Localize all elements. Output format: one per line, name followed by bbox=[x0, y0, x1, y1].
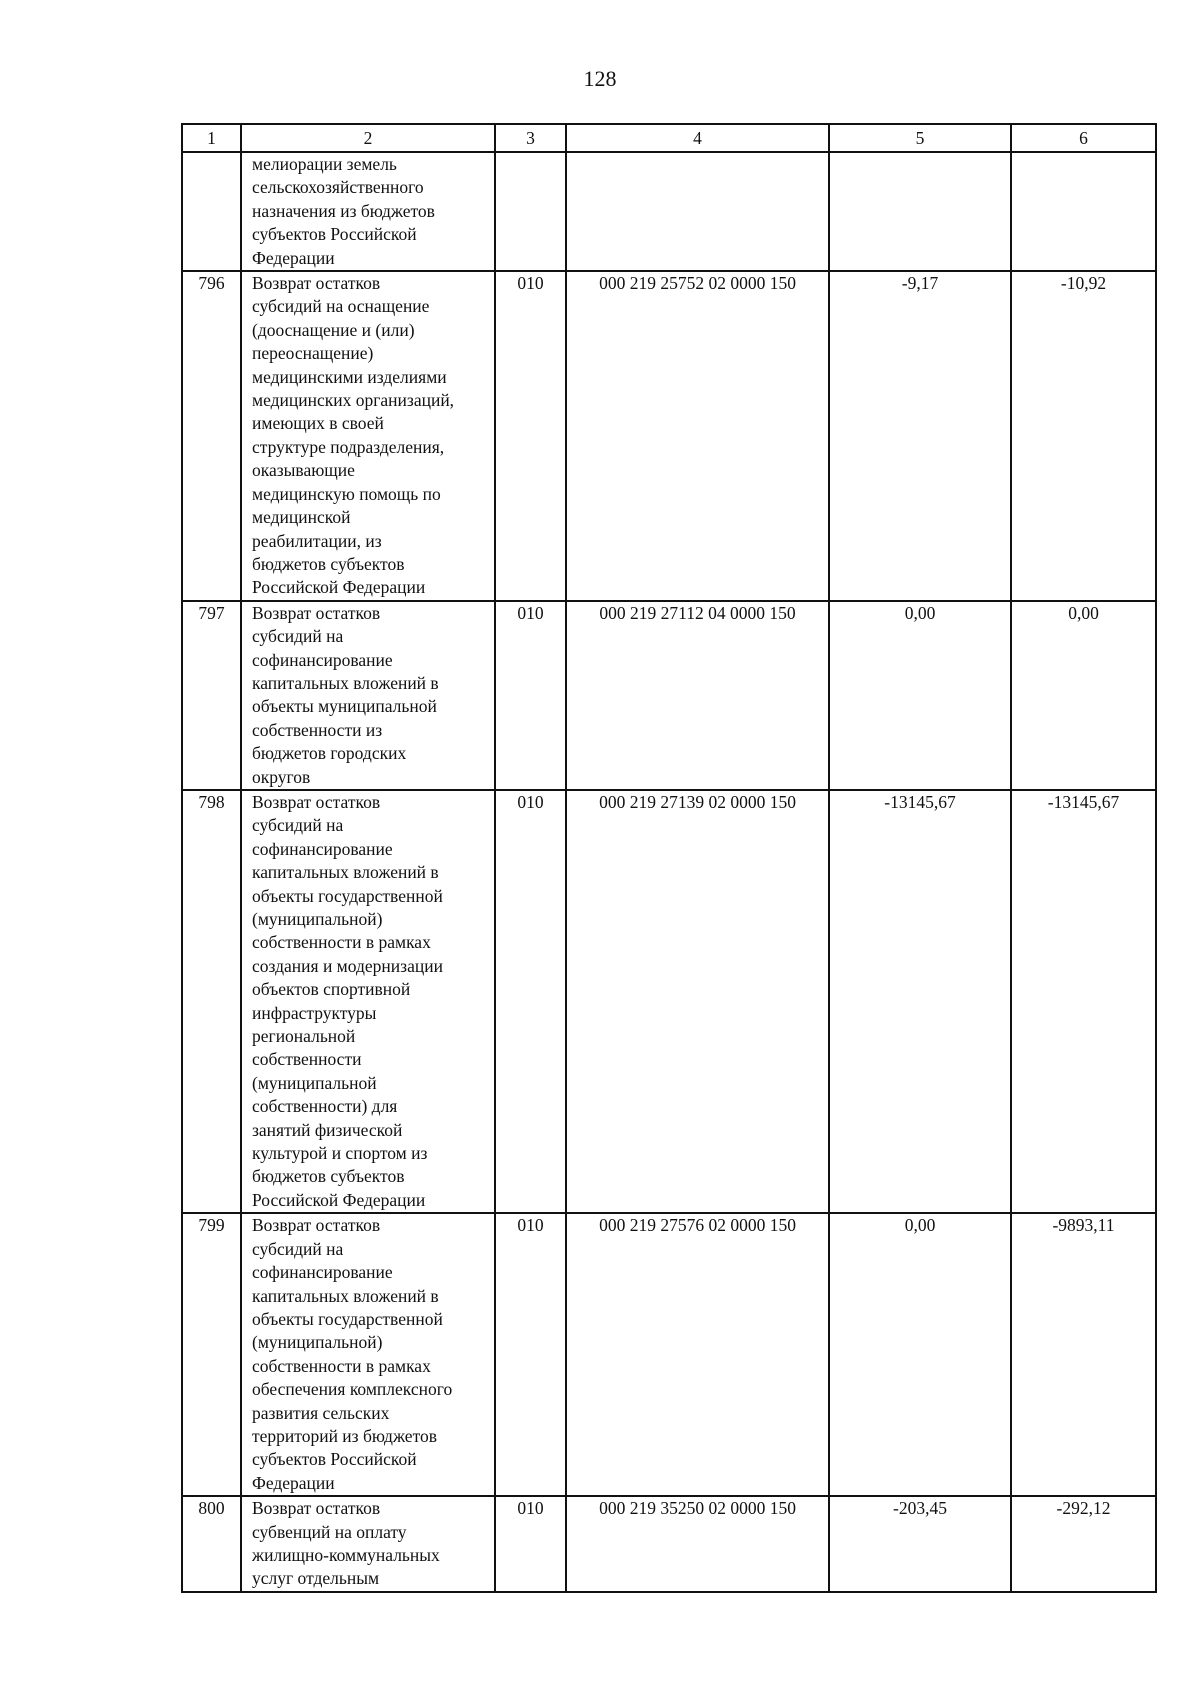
row-number: 799 bbox=[182, 1213, 241, 1496]
row-name-line: субсидий на bbox=[252, 626, 344, 647]
table-header bbox=[182, 124, 1156, 152]
row-value-col-5 bbox=[829, 152, 1011, 271]
row-name-line: Федерации bbox=[252, 1472, 335, 1493]
row-value-col-5: -9,17 bbox=[829, 271, 1011, 601]
row-number: 797 bbox=[182, 601, 241, 790]
row-name-line: субсидий на bbox=[252, 815, 344, 836]
row-name-line: региональной bbox=[252, 1026, 356, 1047]
row-name-line: объекты государственной bbox=[252, 1308, 443, 1329]
row-name-line: назначения из бюджетов bbox=[252, 200, 435, 221]
row-name-line: создания и модернизации bbox=[252, 955, 443, 976]
row-name-line: Возврат остатков bbox=[252, 791, 381, 812]
row-name-line: софинансирование bbox=[252, 649, 393, 670]
row-admin-code: 010 bbox=[495, 601, 566, 790]
row-name-line: Федерации bbox=[252, 247, 335, 268]
row-name-line: капитальных вложений в bbox=[252, 862, 439, 883]
row-name-line: объектов спортивной bbox=[252, 979, 411, 1000]
row-number bbox=[182, 152, 241, 271]
row-name bbox=[241, 1213, 495, 1496]
row-value-col-6: 0,00 bbox=[1011, 601, 1156, 790]
row-name-line: инфраструктуры bbox=[252, 1002, 377, 1023]
row-value-col-6: -9893,11 bbox=[1011, 1213, 1156, 1496]
row-name-line: жилищно-коммунальных bbox=[252, 1544, 440, 1565]
row-name-line: субвенций на оплату bbox=[252, 1521, 407, 1542]
table-row bbox=[182, 1213, 1156, 1496]
row-name-line: собственности) для bbox=[252, 1096, 398, 1117]
row-name-line: (муниципальной bbox=[252, 1072, 377, 1093]
row-name bbox=[241, 152, 495, 271]
row-name-line: бюджетов субъектов bbox=[252, 553, 405, 574]
row-name-line: собственности в рамках bbox=[252, 1355, 431, 1376]
table-row bbox=[182, 790, 1156, 1213]
header-col-2: 2 bbox=[241, 124, 495, 152]
row-name-line: софинансирование bbox=[252, 838, 393, 859]
row-name bbox=[241, 790, 495, 1213]
row-value-col-5: -203,45 bbox=[829, 1496, 1011, 1592]
row-name-line: медицинской bbox=[252, 507, 351, 528]
page-number: 128 bbox=[583, 66, 617, 91]
header-col-3: 3 bbox=[495, 124, 566, 152]
row-name-line: Российской Федерации bbox=[252, 577, 426, 598]
row-name-line: развития сельских bbox=[252, 1402, 390, 1423]
row-name-line: культурой и спортом из bbox=[252, 1143, 428, 1164]
row-name-line: реабилитации, из bbox=[252, 530, 382, 551]
row-name bbox=[241, 601, 495, 790]
row-number: 800 bbox=[182, 1496, 241, 1592]
row-value-col-6: -10,92 bbox=[1011, 271, 1156, 601]
header-row bbox=[182, 124, 1156, 152]
row-name-line: мелиорации земель bbox=[252, 154, 397, 174]
row-admin-code: 010 bbox=[495, 790, 566, 1213]
row-name-line: обеспечения комплексного bbox=[252, 1379, 453, 1400]
row-name-line: медицинскую помощь по bbox=[252, 483, 441, 504]
row-budget-classification-code: 000 219 35250 02 0000 150 bbox=[566, 1496, 829, 1592]
row-name-line: (муниципальной) bbox=[252, 1332, 383, 1353]
row-name-line: Возврат остатков bbox=[252, 602, 381, 623]
row-name-line: собственности в рамках bbox=[252, 932, 431, 953]
row-name-line: Возврат остатков bbox=[252, 273, 381, 294]
row-name-line: (муниципальной) bbox=[252, 909, 383, 929]
row-value-col-5: 0,00 bbox=[829, 601, 1011, 790]
row-admin-code bbox=[495, 152, 566, 271]
row-name-line: оказывающие bbox=[252, 460, 355, 481]
table-body bbox=[182, 152, 1156, 1592]
row-budget-classification-code bbox=[566, 152, 829, 271]
row-admin-code: 010 bbox=[495, 1496, 566, 1592]
row-name-line: субъектов Российской bbox=[252, 1449, 417, 1470]
row-value-col-6: -292,12 bbox=[1011, 1496, 1156, 1592]
row-value-col-6: -13145,67 bbox=[1011, 790, 1156, 1213]
row-name-line: бюджетов городских bbox=[252, 743, 407, 764]
row-name-line: бюджетов субъектов bbox=[252, 1166, 405, 1187]
row-budget-classification-code: 000 219 27576 02 0000 150 bbox=[566, 1213, 829, 1496]
row-name bbox=[241, 271, 495, 601]
row-name-line: собственности из bbox=[252, 719, 383, 740]
row-name-line: медицинскими изделиями bbox=[252, 366, 447, 387]
row-name-line: имеющих в своей bbox=[252, 413, 384, 434]
row-name-line: субъектов Российской bbox=[252, 224, 417, 245]
row-name-line: субсидий на оснащение bbox=[252, 296, 430, 317]
row-name-line: собственности bbox=[252, 1049, 362, 1070]
header-col-1: 1 bbox=[182, 124, 241, 152]
header-col-4: 4 bbox=[566, 124, 829, 152]
row-name-line: Российской Федерации bbox=[252, 1189, 426, 1210]
row-name-line: объекты муниципальной bbox=[252, 696, 437, 717]
row-budget-classification-code: 000 219 27112 04 0000 150 bbox=[566, 601, 829, 790]
row-name-line: территорий из бюджетов bbox=[252, 1425, 438, 1446]
row-number: 798 bbox=[182, 790, 241, 1213]
row-value-col-6 bbox=[1011, 152, 1156, 271]
row-name-line: Возврат остатков bbox=[252, 1498, 381, 1519]
row-admin-code: 010 bbox=[495, 1213, 566, 1496]
table-row bbox=[182, 152, 1156, 271]
row-name-line: капитальных вложений в bbox=[252, 672, 439, 693]
row-admin-code: 010 bbox=[495, 271, 566, 601]
table-row bbox=[182, 601, 1156, 790]
header-col-5: 5 bbox=[829, 124, 1011, 152]
row-name-line: Возврат остатков bbox=[252, 1215, 381, 1236]
row-name-line: переоснащение) bbox=[252, 343, 374, 364]
row-value-col-5: 0,00 bbox=[829, 1213, 1011, 1496]
row-name-line: занятий физической bbox=[252, 1119, 403, 1140]
table-row bbox=[182, 271, 1156, 601]
row-name-line: медицинских организаций, bbox=[252, 390, 455, 411]
row-name-line: объекты государственной bbox=[252, 885, 443, 906]
row-name-line: капитальных вложений в bbox=[252, 1285, 439, 1306]
row-name-line: услуг отдельным bbox=[252, 1568, 380, 1589]
row-number: 796 bbox=[182, 271, 241, 601]
row-budget-classification-code: 000 219 27139 02 0000 150 bbox=[566, 790, 829, 1213]
row-budget-classification-code: 000 219 25752 02 0000 150 bbox=[566, 271, 829, 601]
row-name-line: сельскохозяйственного bbox=[252, 177, 424, 198]
table-row bbox=[182, 1496, 1156, 1592]
row-name-line: (дооснащение и (или) bbox=[252, 319, 415, 340]
row-name-line: субсидий на bbox=[252, 1238, 344, 1259]
row-value-col-5: -13145,67 bbox=[829, 790, 1011, 1213]
row-name-line: структуре подразделения, bbox=[252, 436, 445, 457]
row-name-line: софинансирование bbox=[252, 1262, 393, 1283]
row-name-line: округов bbox=[252, 766, 311, 787]
header-col-6: 6 bbox=[1011, 124, 1156, 152]
row-name bbox=[241, 1496, 495, 1592]
budget-table bbox=[181, 123, 1157, 1593]
